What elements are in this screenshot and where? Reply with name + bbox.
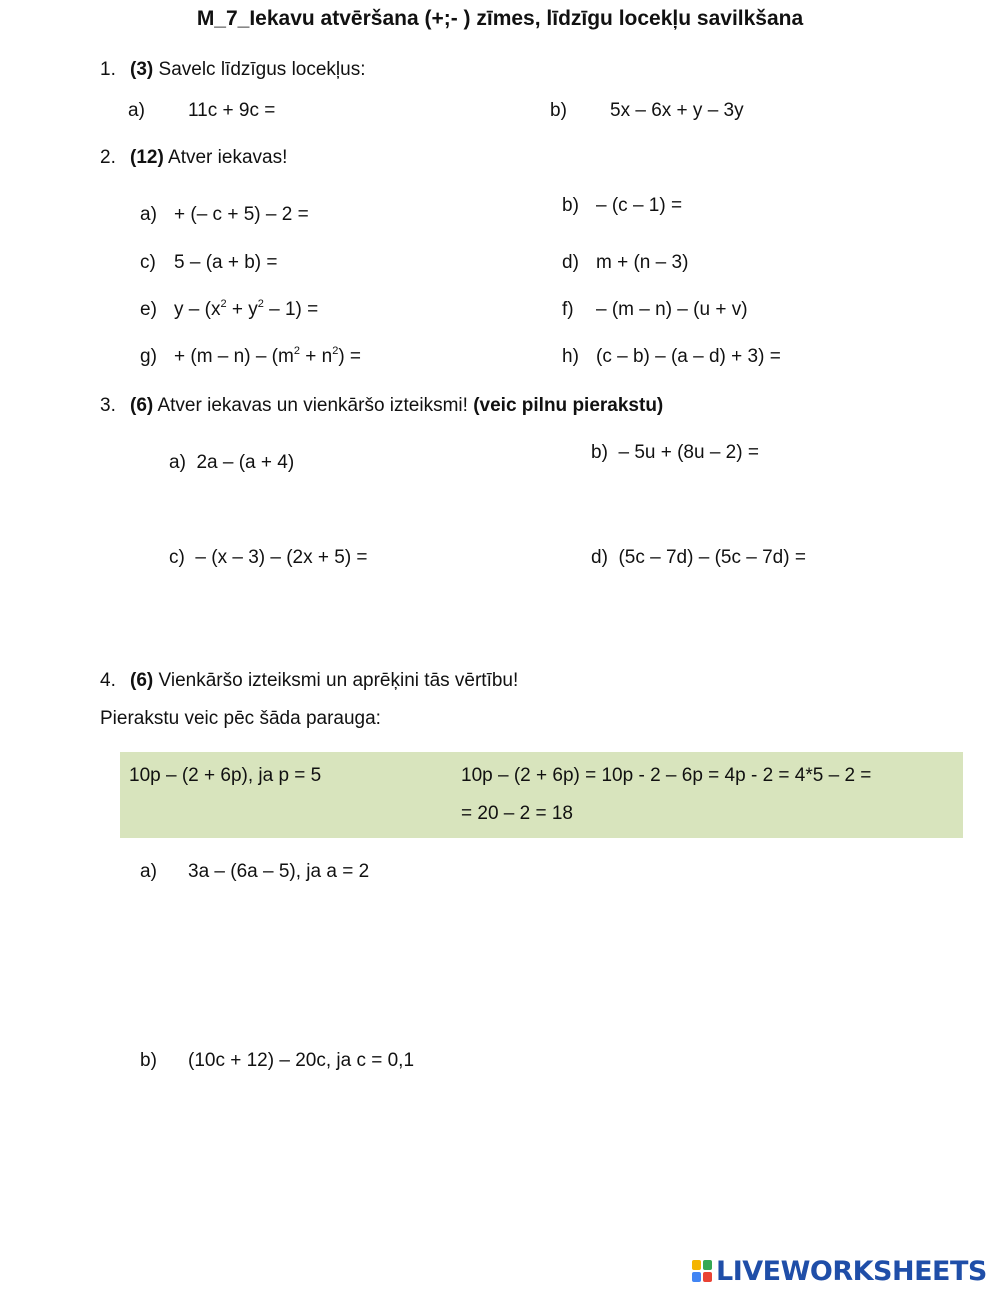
q2-item-d-label: d) <box>562 252 579 273</box>
q1-item-a-label: a) <box>128 100 145 121</box>
liveworksheets-icon <box>692 1260 712 1282</box>
question-number: 3. <box>100 395 116 416</box>
question-points: (12) <box>130 147 164 168</box>
example-task: 10p – (2 + 6p), ja p = 5 <box>129 765 322 786</box>
q4-item-b-expr: (10c + 12) – 20c, ja c = 0,1 <box>188 1050 415 1071</box>
q2-item-c-label: c) <box>140 252 156 273</box>
q2-item-b-expr: – (c – 1) = <box>596 195 683 216</box>
q2-item-e-expr: $y - (x^2 + y^2 - 1)$ = <box>174 298 319 320</box>
liveworksheets-logo[interactable] <box>692 1255 987 1287</box>
q1-item-a-expr: 11c + 9c = <box>188 100 276 121</box>
q3-item-d: d) (5c – 7d) – (5c – 7d) = <box>591 547 806 568</box>
q2-item-h-label: h) <box>562 346 579 367</box>
question-text: Vienkāršo izteiksmi un aprēķini tās vērtību! <box>158 670 519 691</box>
example-solution-line-1: 10p – (2 + 6p) = 10p - 2 – 6p = 4p - 2 = 4*5 – 2 = <box>461 765 872 786</box>
q2-item-b-label: b) <box>562 195 579 216</box>
question-1-heading <box>100 60 366 79</box>
question-text: Atver iekavas! <box>168 147 288 168</box>
question-points: (6) <box>130 395 154 416</box>
question-text: Savelc līdzīgus locekļus: <box>158 59 366 80</box>
q2-item-a-expr: + (– c + 5) – 2 = <box>174 204 309 225</box>
q2-item-f-label: f) <box>562 299 574 320</box>
question-2-heading <box>100 148 287 167</box>
q2-item-d-expr: m + (n – 3) <box>596 252 689 273</box>
q3-item-c: c) – (x – 3) – (2x + 5) = <box>169 547 368 568</box>
question-4-heading <box>100 671 518 690</box>
q3-item-a: a) 2a – (a + 4) <box>169 452 295 473</box>
q2-item-h-expr: (c – b) – (a – d) + 3) = <box>596 346 781 367</box>
question-note: (veic pilnu pierakstu) <box>473 395 664 416</box>
q2-item-f-expr: – (m – n) – (u + v) <box>596 299 748 320</box>
q1-item-b-label: b) <box>550 100 567 121</box>
q1-item-b-expr: 5x – 6x + y – 3y <box>610 100 744 121</box>
q4-item-a-label: a) <box>140 861 157 882</box>
example-intro: Pierakstu veic pēc šāda parauga: <box>100 708 381 729</box>
question-3-heading <box>100 396 663 415</box>
q3-item-b: b) – 5u + (8u – 2) = <box>591 442 759 463</box>
example-solution-line-2: = 20 – 2 = 18 <box>461 803 573 824</box>
q4-item-a-expr: 3a – (6a – 5), ja a = 2 <box>188 861 370 882</box>
question-number: 4. <box>100 670 116 691</box>
question-number: 1. <box>100 59 116 80</box>
question-points: (3) <box>130 59 154 80</box>
question-points: (6) <box>130 670 154 691</box>
q2-item-c-expr: 5 – (a + b) = <box>174 252 278 273</box>
q2-item-g-expr: + $(m - n) - (m^2 + n^2)$ = <box>174 345 362 367</box>
question-text: Atver iekavas un vienkāršo izteiksmi! <box>157 395 468 416</box>
q2-item-g-label: g) <box>140 346 157 367</box>
q4-item-b-label: b) <box>140 1050 157 1071</box>
q2-item-e-label: e) <box>140 299 157 320</box>
logo-text: LIVEWORKSHEETS <box>716 1255 987 1287</box>
question-number: 2. <box>100 147 116 168</box>
q2-item-a-label: a) <box>140 204 157 225</box>
page-title: M_7_Iekavu atvēršana (+;- ) zīmes, līdzīgu locekļu savilkšana <box>196 7 804 30</box>
